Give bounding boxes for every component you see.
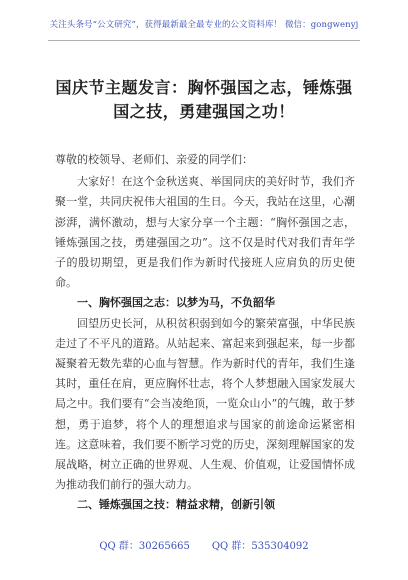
section-heading-2: 二、锤炼强国之技：精益求精，创新引领 — [77, 498, 275, 512]
footer-qq-group-2: QQ 群：535304092 — [211, 541, 309, 552]
salutation: 尊敬的校领导、老师们、亲爱的同学们： — [55, 153, 253, 166]
section-heading-1: 一、胸怀强国之志：以梦为马，不负韶华 — [77, 296, 275, 310]
header-promo-note: 关注头条号“公文研究”，获得最新最全最专业的公文资料库！ 微信：gongwenyj — [49, 20, 359, 30]
paragraph-intro: 大家好！在这个金秋送爽、举国同庆的美好时节，我们齐聚一堂，共同庆祝伟大祖国的生日。今天，我站在这里，心潮澎湃，满怀激动，想与大家分享一个主题：“胸怀强国之志，锤炼强国之技，勇建强国之功”。这不仅是时代对我们青年学子的殷切期望，更是我们作为新时代接班人应肩负的历史使命。 — [55, 175, 355, 290]
footer-qq-groups — [0, 537, 408, 552]
footer-qq-group-1: QQ 群：30265665 — [99, 541, 190, 552]
header-divider — [48, 40, 360, 41]
document-title: 国庆节主题发言：胸怀强国之志，锤炼强国之技，勇建强国之功！ — [55, 78, 353, 121]
document-body — [55, 150, 355, 516]
paragraph-section-1: 回望历史长河，从积贫积弱到如今的繁荣富强，中华民族走过了不平凡的道路。从站起来、富起来到强起来，每一步都凝聚着无数先辈的心血与智慧。作为新时代的青年，我们生逢其时，重任在肩，更应胸怀壮志，将个人梦想融入国家发展大局之中。我们要有“会当凌绝顶，一览众山小”的气魄，敢于梦想，勇于追梦，将个人的理想追求与国家的前途命运紧密相连。这意味着，我们要不断学习党的历史，深刻理解国家的发展战略，树立正确的世界观、人生观、价值观，让爱国情怀成为推动我们前行的强大动力。 — [55, 316, 355, 492]
